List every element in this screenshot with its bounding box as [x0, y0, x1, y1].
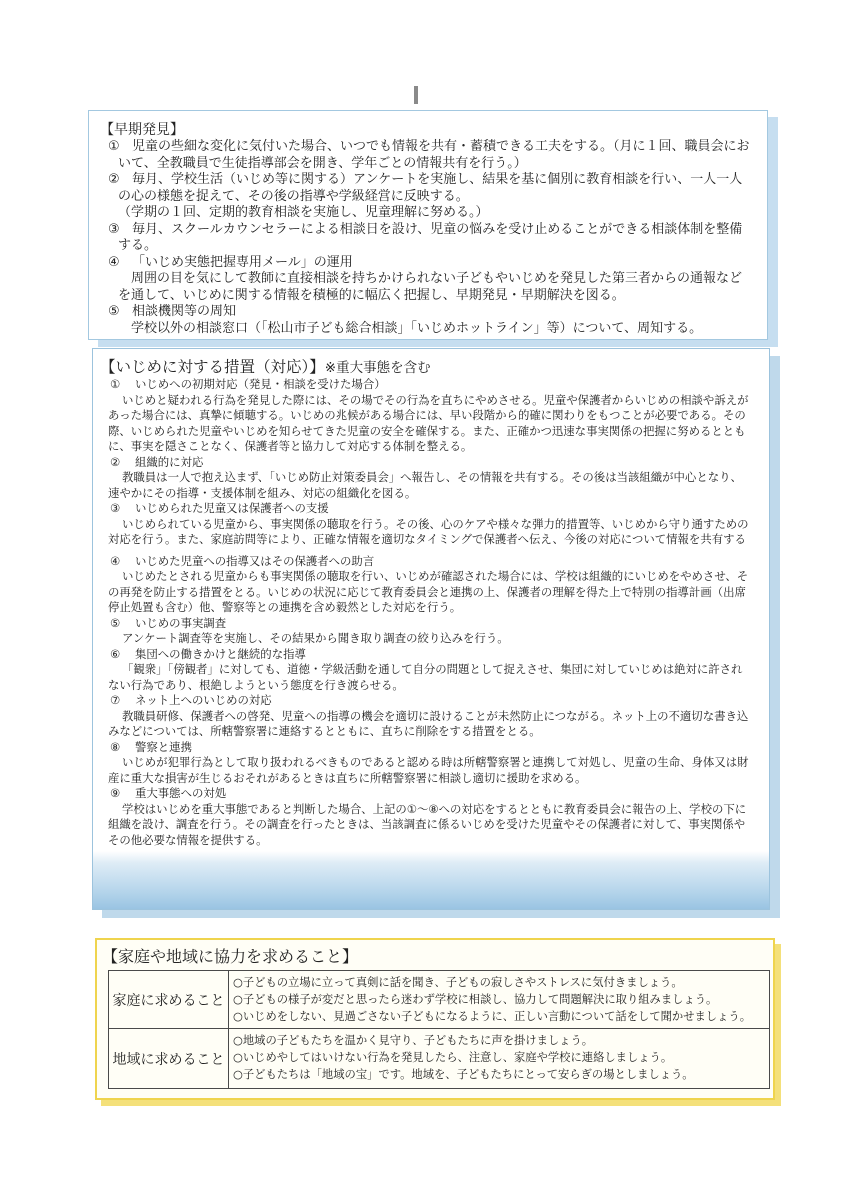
item-line: いじめたとされる児童からも事実関係の聴取を行い、いじめが確認された場合には、学校は組織的にいじめをやめさせ、そ: [122, 569, 749, 583]
item-line: いじめと疑われる行為を発見した際には、その場でその行為を直ちにやめさせる。児童や保護者からいじめの相談や訴えが: [122, 392, 749, 407]
item-line: [108, 139, 767, 156]
item-heading: [108, 616, 769, 632]
item-line: の心の様態を捉えて、その後の指導や学級経営に反映する。: [118, 188, 469, 204]
item-line: 停止処置も含む）他、警察等との連携を含め毅然とした対応を行う。: [108, 600, 462, 614]
item-line: 学校以外の相談窓口（「松山市子ども総合相談」「いじめホットライン」等）について、周知する。: [131, 320, 703, 336]
item-heading: [108, 501, 769, 517]
item-line: 教職員は一人で抱え込まず、「いじめ防止対策委員会」へ報告し、その情報を共有する。その後は当該組織が中心となり、: [122, 470, 742, 484]
item-line: 組織を設け、調査を行う。その調査を行ったときは、当該調査に係るいじめを受けた児童やその保護者に対して、事実関係や: [108, 817, 746, 831]
measures-note: ※重大事態を含む: [324, 360, 431, 376]
item-line: を通して、いじめに関する情報を積極的に幅広く把握し、早期発見・早期解決を図る。: [118, 287, 625, 303]
item-heading-text: いじめられた児童又は保護者への支援: [135, 501, 329, 515]
item-line: 周囲の目を気にして教師に直接相談を持ちかけられない子どもやいじめを発見した第三者からの通報など: [131, 271, 743, 286]
item-heading: [108, 647, 769, 663]
item-heading-text: いじめの事実調査: [135, 615, 227, 630]
row-body: [229, 1029, 770, 1089]
early-detection-title: 【早期発見】: [100, 122, 184, 138]
item-line: 学校はいじめを重大事態であると判断した場合、上記の①～⑧への対応をするとともに教育委員会に報告の上、学校の下に: [122, 801, 747, 816]
measures-item-6: [108, 647, 769, 694]
list-item: ○子どもの様子が変だと思ったら迷わず学校に相談し、協力して問題解決に取り組みましょう。: [233, 993, 718, 1006]
item-line: の再発を防止する措置をとる。いじめの状況に応じて教育委員会と連携の上、保護者の理解を得た上で特別の指導計画（出席: [108, 584, 746, 599]
item-heading: [108, 693, 769, 709]
item-line: いて、全教職員で生徒指導部会を開き、学年ごとの情報共有を行う。）: [118, 155, 527, 171]
measures-item-8: [108, 740, 769, 787]
item-number: ⑨: [110, 786, 121, 800]
binding-mark: [414, 86, 418, 104]
item-line: （学期の１回、定期的教育相談を実施し、児童理解に努める。）: [118, 205, 489, 220]
measures-item-7: [108, 693, 769, 740]
item-heading: [108, 304, 767, 321]
item-text: 相談機関等の周知: [132, 304, 237, 319]
item-line: に、事実を隠さことなく、保護者等と協力して対応する体制を整える。: [108, 439, 473, 453]
item-line: 「観衆」「傍観者」に対しても、道徳・学級活動を通して自分の問題として捉えさせ、集団に対していじめは絶対に許され: [122, 662, 743, 676]
item-heading-text: ネット上へのいじめの対応: [135, 693, 272, 707]
table-row: [109, 1029, 770, 1089]
early-detection-item-3: [108, 222, 767, 255]
item-number: ③: [110, 501, 121, 515]
item-number: ①: [110, 377, 121, 391]
measures-box: [92, 348, 770, 910]
item-number: ③: [108, 221, 120, 237]
item-number: ②: [108, 172, 120, 187]
item-heading: [108, 455, 769, 471]
early-detection-box: [88, 110, 768, 340]
measures-item-5: [108, 616, 769, 647]
row-label: 地域に求めること: [109, 1029, 229, 1089]
item-heading: [108, 255, 767, 272]
item-number: ②: [110, 454, 121, 469]
early-detection-item-4: [108, 255, 767, 305]
list-item: ○子どもたちは「地域の宝」です。地域を、子どもたちにとって安らぎの場としましょう。: [233, 1068, 694, 1081]
item-line: 教職員研修、保護者への啓発、児童への指導の機会を適切に設けることが未然防止につながる。ネット上の不適切な書き込: [122, 708, 749, 723]
item-number: ④: [110, 553, 121, 568]
item-line: 速やかにその指導・支援体制を組み、対応の組織化を図る。: [108, 485, 417, 500]
list-item: ○いじめをしない、見過ごさない子どもになるように、正しい言動について話をして聞かせましょう。: [233, 1010, 751, 1023]
cooperation-box: [95, 938, 775, 1100]
early-detection-item-1: [108, 139, 767, 172]
row-label: 家庭に求めること: [109, 971, 229, 1029]
item-number: ⑦: [110, 693, 121, 707]
item-number: ⑧: [110, 739, 121, 754]
cooperation-title: 【家庭や地域に協力を求めること】: [102, 947, 359, 966]
item-heading: [108, 740, 769, 756]
item-number: ⑥: [110, 646, 121, 661]
measures-item-9: [108, 786, 769, 848]
item-heading-text: 組織的に対応: [135, 454, 204, 469]
item-heading: [108, 786, 769, 802]
table-row: [109, 971, 770, 1029]
row-body: [229, 971, 770, 1029]
item-line: [108, 172, 767, 189]
measures-title: 【いじめに対する措置（対応）】: [100, 358, 325, 376]
item-line: 産に重大な損害が生じるおそれがあるときは直ちに所轄警察署に相談し適切に援助を求める。: [108, 770, 587, 785]
list-item: ○いじめやしてはいけない行為を発見したら、注意し、家庭や学校に連絡しましょう。: [233, 1051, 673, 1064]
item-heading-text: いじめた児童への指導又はその保護者への助言: [135, 553, 375, 568]
item-line: アンケート調査等を実施し、その結果から聞き取り調査の絞り込みを行う。: [122, 631, 509, 645]
measures-item-2: [108, 455, 769, 502]
early-detection-item-5: [108, 304, 767, 337]
item-text: 「いじめ実態把握専用メール」の運用: [132, 254, 353, 270]
measures-item-4: [108, 554, 769, 616]
item-number: ⑤: [108, 304, 120, 319]
item-heading-text: 集団への働きかけと継続的な指導: [135, 646, 306, 661]
item-line: その他必要な情報を提供する。: [108, 832, 268, 847]
list-item: ○子どもの立場に立って真剣に話を聞き、子どもの寂しさやストレスに気付きましょう。: [233, 976, 683, 989]
item-line: ない行為であり、根絶しようという態度を行き渡らせる。: [108, 677, 404, 692]
item-heading-text: 警察と連携: [135, 739, 192, 754]
item-line: みなどについては、所轄警察署に連絡するとともに、直ちに削除をする措置をとる。: [108, 724, 541, 738]
item-line: 対応を行う。また、家庭訪問等により、正確な情報を適切なタイミングで保護者へ伝え、今後の対応について情報を共有する: [108, 532, 746, 546]
item-heading: [108, 377, 769, 393]
item-heading: [108, 554, 769, 570]
item-heading-text: 重大事態への対処: [135, 786, 227, 800]
item-text: 毎月、スクールカウンセラーによる相談日を設け、児童の悩みを受け止めることができる相談体制を整備: [132, 221, 743, 237]
item-text: 児童の些細な変化に気付いた場合、いつでも情報を共有・蓄積できる工夫をする。（月に１回、職員会にお: [132, 139, 750, 154]
item-number: ①: [108, 139, 120, 154]
measures-item-3: [108, 501, 769, 548]
item-text: 毎月、学校生活（いじめ等に関する）アンケートを実施し、結果を基に個別に教育相談を行い、一人一人: [132, 172, 743, 187]
item-number: ④: [108, 254, 120, 270]
item-line: [108, 222, 767, 239]
item-line: いじめられている児童から、事実関係の聴取を行う。その後、心のケアや様々な弾力的措置等、いじめから守り通すための: [122, 516, 749, 531]
item-number: ⑤: [110, 615, 121, 630]
measures-item-1: [108, 377, 769, 455]
list-item: ○地域の子どもたちを温かく見守り、子どもたちに声を掛けましょう。: [233, 1034, 594, 1047]
item-line: いじめが犯罪行為として取り扱われるべきものであると認める時は所轄警察署と連携して対処し、児童の生命、身体又は財: [122, 755, 749, 769]
item-line: あった場合には、真摯に傾聴する。いじめの兆候がある場合には、早い段階から的確に関わりをもつことが必要である。その: [108, 408, 746, 422]
measures-header: [100, 357, 769, 377]
item-line: する。: [118, 238, 158, 253]
item-heading-text: いじめへの初期対応（発見・相談を受けた場合）: [135, 377, 386, 391]
item-line: 際、いじめられた児童やいじめを知らせてきた児童の安全を確保する。また、正確かつ迅速な事実関係の把握に努めるととも: [108, 423, 746, 438]
cooperation-table: [108, 970, 770, 1089]
early-detection-item-2: [108, 172, 767, 222]
